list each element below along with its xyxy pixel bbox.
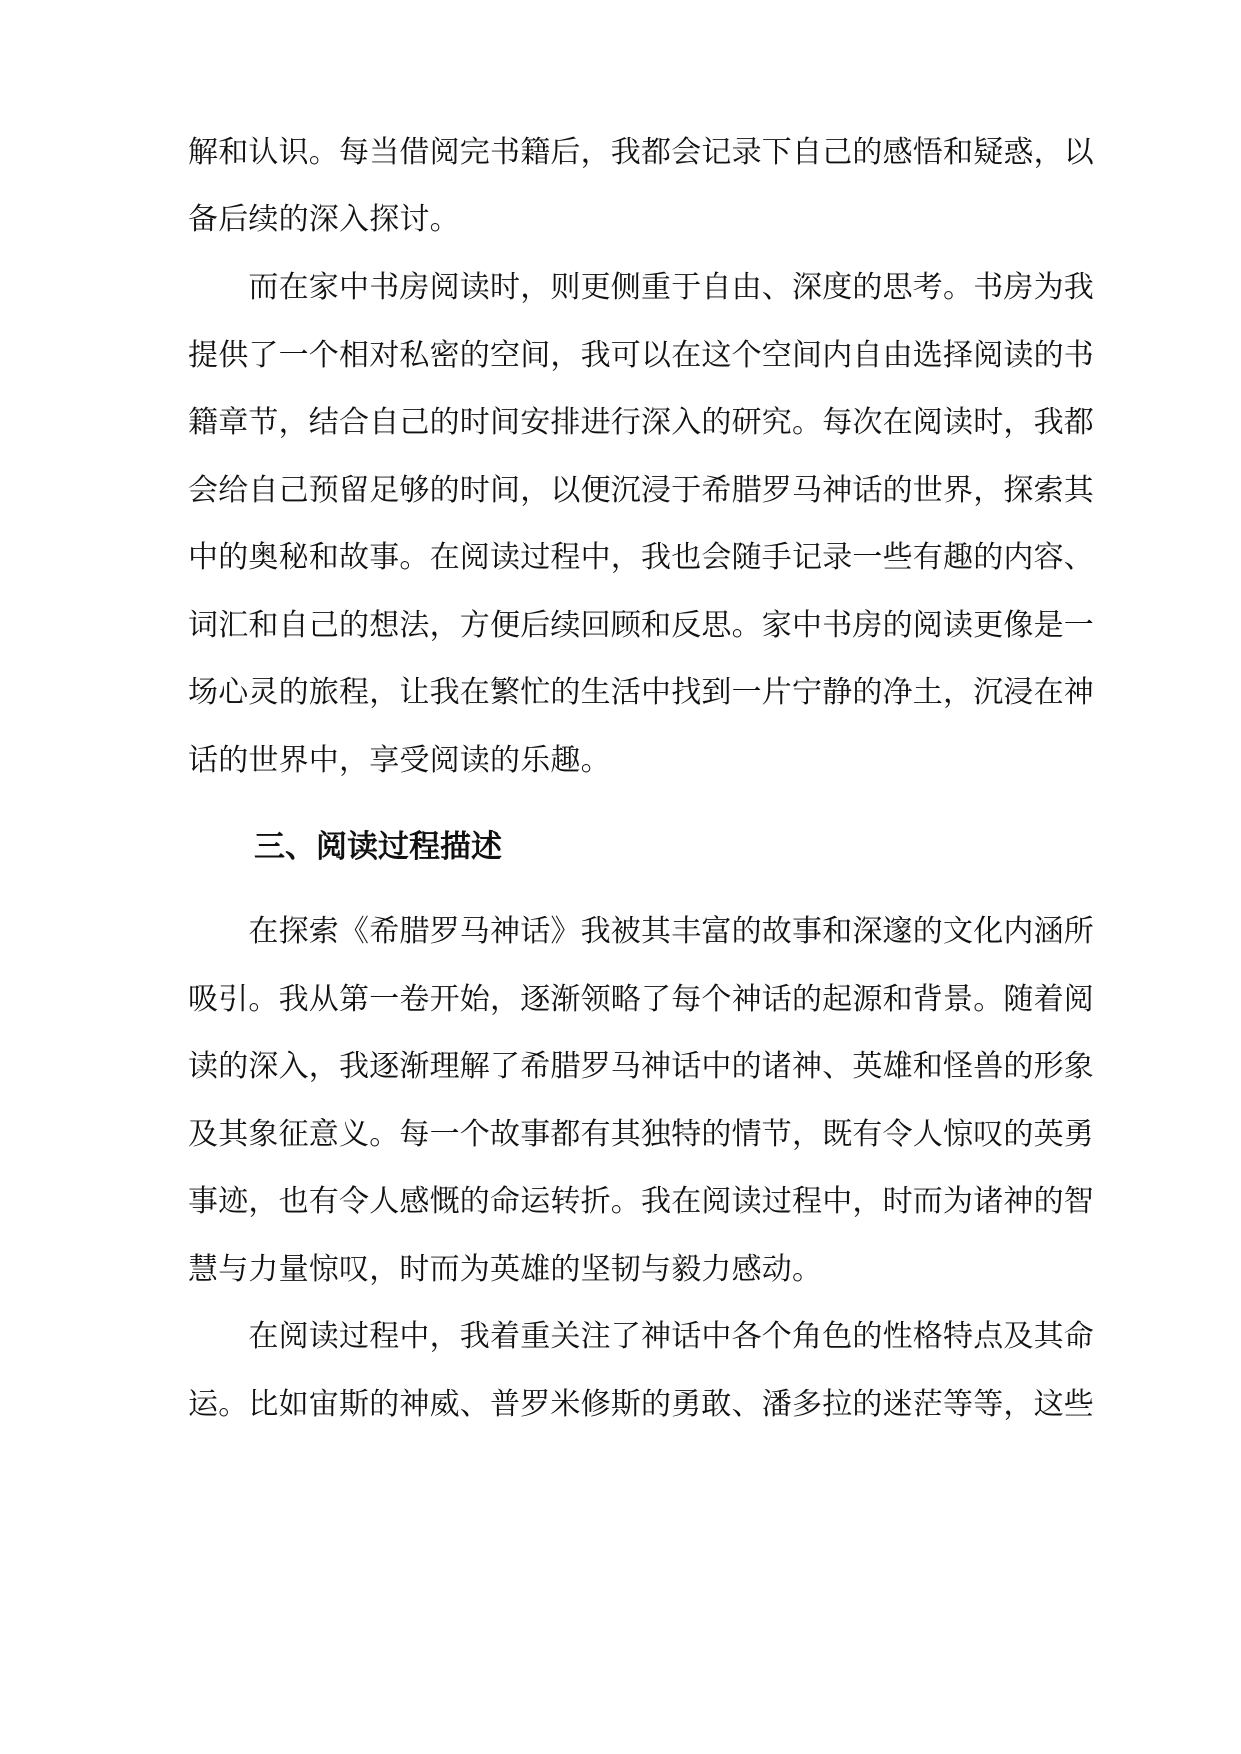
paragraph-3-line-4: 及其象征意义。每一个故事都有其独特的情节，既有令人惊叹的英勇 <box>188 1117 1094 1152</box>
paragraph-3-line-5: 事迹，也有令人感慨的命运转折。我在阅读过程中，时而为诸神的智 <box>188 1184 1094 1219</box>
paragraph-2-line-2: 提供了一个相对私密的空间，我可以在这个空间内自由选择阅读的书 <box>188 338 1094 373</box>
section-heading: 三、阅读过程描述 <box>254 829 502 865</box>
paragraph-2-line-6: 词汇和自己的想法，方便后续回顾和反思。家中书房的阅读更像是一 <box>188 608 1094 643</box>
paragraph-4-line-1: 在阅读过程中，我着重关注了神话中各个角色的性格特点及其命 <box>188 1319 1094 1354</box>
paragraph-1-line-2: 备后续的深入探讨。 <box>188 202 460 237</box>
paragraph-1-line-1: 解和认识。每当借阅完书籍后，我都会记录下自己的感悟和疑惑，以 <box>188 135 1094 170</box>
paragraph-2-line-7: 场心灵的旅程，让我在繁忙的生活中找到一片宁静的净土，沉浸在神 <box>188 675 1094 710</box>
paragraph-2-line-8: 话的世界中，享受阅读的乐趣。 <box>188 743 611 778</box>
paragraph-2-line-4: 会给自己预留足够的时间，以便沉浸于希腊罗马神话的世界，探索其 <box>188 473 1094 508</box>
paragraph-2-line-1: 而在家中书房阅读时，则更侧重于自由、深度的思考。书房为我 <box>188 270 1094 305</box>
paragraph-3-line-2: 吸引。我从第一卷开始，逐渐领略了每个神话的起源和背景。随着阅 <box>188 982 1094 1017</box>
paragraph-4-line-2: 运。比如宙斯的神威、普罗米修斯的勇敢、潘多拉的迷茫等等，这些 <box>188 1387 1094 1422</box>
paragraph-2-line-5: 中的奥秘和故事。在阅读过程中，我也会随手记录一些有趣的内容、 <box>188 540 1094 575</box>
paragraph-2-line-3: 籍章节，结合自己的时间安排进行深入的研究。每次在阅读时，我都 <box>188 405 1094 440</box>
paragraph-3-line-1: 在探索《希腊罗马神话》我被其丰富的故事和深邃的文化内涵所 <box>188 914 1094 949</box>
paragraph-3-line-3: 读的深入，我逐渐理解了希腊罗马神话中的诸神、英雄和怪兽的形象 <box>188 1049 1094 1084</box>
paragraph-3-line-6: 慧与力量惊叹，时而为英雄的坚韧与毅力感动。 <box>188 1252 823 1287</box>
